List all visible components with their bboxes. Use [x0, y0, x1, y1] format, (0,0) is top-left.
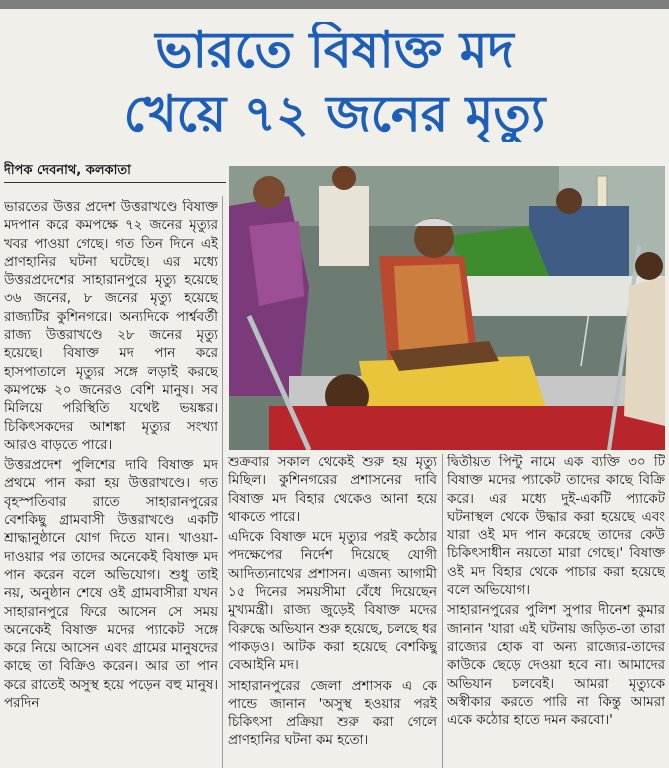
headline-block: [0, 14, 669, 149]
paragraph: দ্বিতীয়ত পিন্টু নামে এক ব্যক্তি ৩০ টি বিষাক্ত মদের প্যাকেট তাদের কাছে বিক্রি করে। এর মধ্যে দুই-একটি প্যাকেট ঘটনাস্থল থেকে উদ্ধার করা হয়েছে এবং যারা ওই মদ পান করেছে তাদের কেউ চিকিৎসাধীন নয়তো মারা গেছে।' বিষাক্ত ওই মদ বিহার থেকে পাচার করা হয়েছে বলে অভিযোগ।: [447, 455, 665, 599]
paragraph: সাহারানপুরের জেলা প্রশাসক এ কে পান্ডে জানান 'অসুস্থ হওয়ার পরই চিকিৎসা প্রক্রিয়া শুরু করা গেলে প্রাণহানির ঘটনা কম হতো।: [228, 678, 437, 749]
paragraph: উত্তরপ্রদেশ পুলিশের দাবি বিষাক্ত মদ প্রথমে পান করা হয় উত্তরাখণ্ডে। গত বৃহস্পতিবার রাতে সাহারানপুরের বেশকিছু গ্রামবাসী উত্তরাখণ্ডে একটি শ্রাদ্ধানুষ্ঠানে যোগ দিতে যান। খাওয়া-দাওয়ার পর তাদের অনেকেই বিষাক্ত মদ পান করেন বলে অভিযোগ। শুধু তাই নয়, অনুষ্ঠান শেষে ওই গ্রামবাসীরা যখন সাহারানপুরে ফিরে আসেন সে সময় অনেকেই বিষাক্ত মদের প্যাকেট সঙ্গে করে নিয়ে আসেন এবং গ্রামের মানুষদের কাছে তা বিক্রিও করেন। আর তা পান করে রাতেই অসুস্থ হয়ে পড়েন বহু মানুষ। পরদিন: [4, 458, 218, 712]
column-rule-1: [222, 196, 223, 768]
article-column-2: [228, 454, 437, 768]
paragraph: ভারতের উত্তর প্রদেশ উত্তরাখণ্ডে বিষাক্ত মদপান করে কমপক্ষে ৭২ জনের মৃত্যুর খবর পাওয়া গেছে। গত তিন দিনে এই প্রাণহানির ঘটনা ঘটেছে। এর মধ্যে উত্তরপ্রদেশের সাহারানপুরে মৃত্যু হয়েছে ৩৬ জনের, ৮ জনের মৃত্যু হয়েছে রাজ্যটির কুশিনগরে। অন্যদিকে পার্শ্ববর্তী রাজ্য উত্তরাখণ্ডে ২৮ জনের মৃত্যু হয়েছে। বিষাক্ত মদ পান করে হাসপাতালে মৃত্যুর সঙ্গে লড়াই করছে কমপক্ষে ২০ জনেরও বেশি মানুষ। সব মিলিয়ে পরিস্থিতি যথেষ্ট ভয়ঙ্কর। চিকিৎসকদের আশঙ্কা মৃত্যুর সংখ্যা আরও বাড়তে পারে।: [4, 200, 218, 453]
column-rule-2: [442, 454, 443, 768]
article-column-1: [4, 199, 218, 768]
headline-line-1: ভারতে বিষাক্ত মদ: [155, 22, 514, 78]
hospital-patients-photo: [229, 166, 665, 450]
paragraph: সাহারানপুরের পুলিশ সুপার দীনেশ কুমার জানান 'যারা এই ঘটনায় জড়িত-তা তারা রাজ্যের হোক বা অন্য রাজ্যের-তাদের কাউকে ছেড়ে দেওয়া হবে না। আমাদের অভিযান চলবেই। আমরা মৃত্যুকে অস্বীকার করতে পারি না কিন্তু আমরা একে কঠোর হাতে দমন করবো।': [447, 603, 665, 729]
byline: দীপক দেবনাথ, কলকাতা: [4, 160, 226, 183]
paragraph: এদিকে বিষাক্ত মদে মৃত্যুর পরই কঠোর পদক্ষেপের নির্দেশ দিয়েছে যোগী আদিত্যনাথের প্রশাসন। এজন্য আগামী ১৫ দিনের সময়সীমা বেঁধে দিয়েছেন মুখ্যমন্ত্রী। রাজ্য জুড়েই বিষাক্ত মদের বিরুদ্ধে অভিযান শুরু হয়েছে, চলছে ধর পাকড়ও। আটক করা হয়েছে বেশকিছু বেআইনি মদ।: [228, 530, 437, 674]
page-top-strip: [0, 0, 669, 9]
paragraph: শুক্রবার সকাল থেকেই শুরু হয় মৃত্যু মিছিল। কুশিনগরের প্রশাসনের দাবি বিষাক্ত মদ বিহার থেকেও আনা হয়ে থাকতে পারে।: [228, 455, 437, 525]
headline-line-2: খেয়ে ৭২ জনের মৃত্যু: [123, 86, 546, 142]
article-column-3: [447, 454, 665, 768]
